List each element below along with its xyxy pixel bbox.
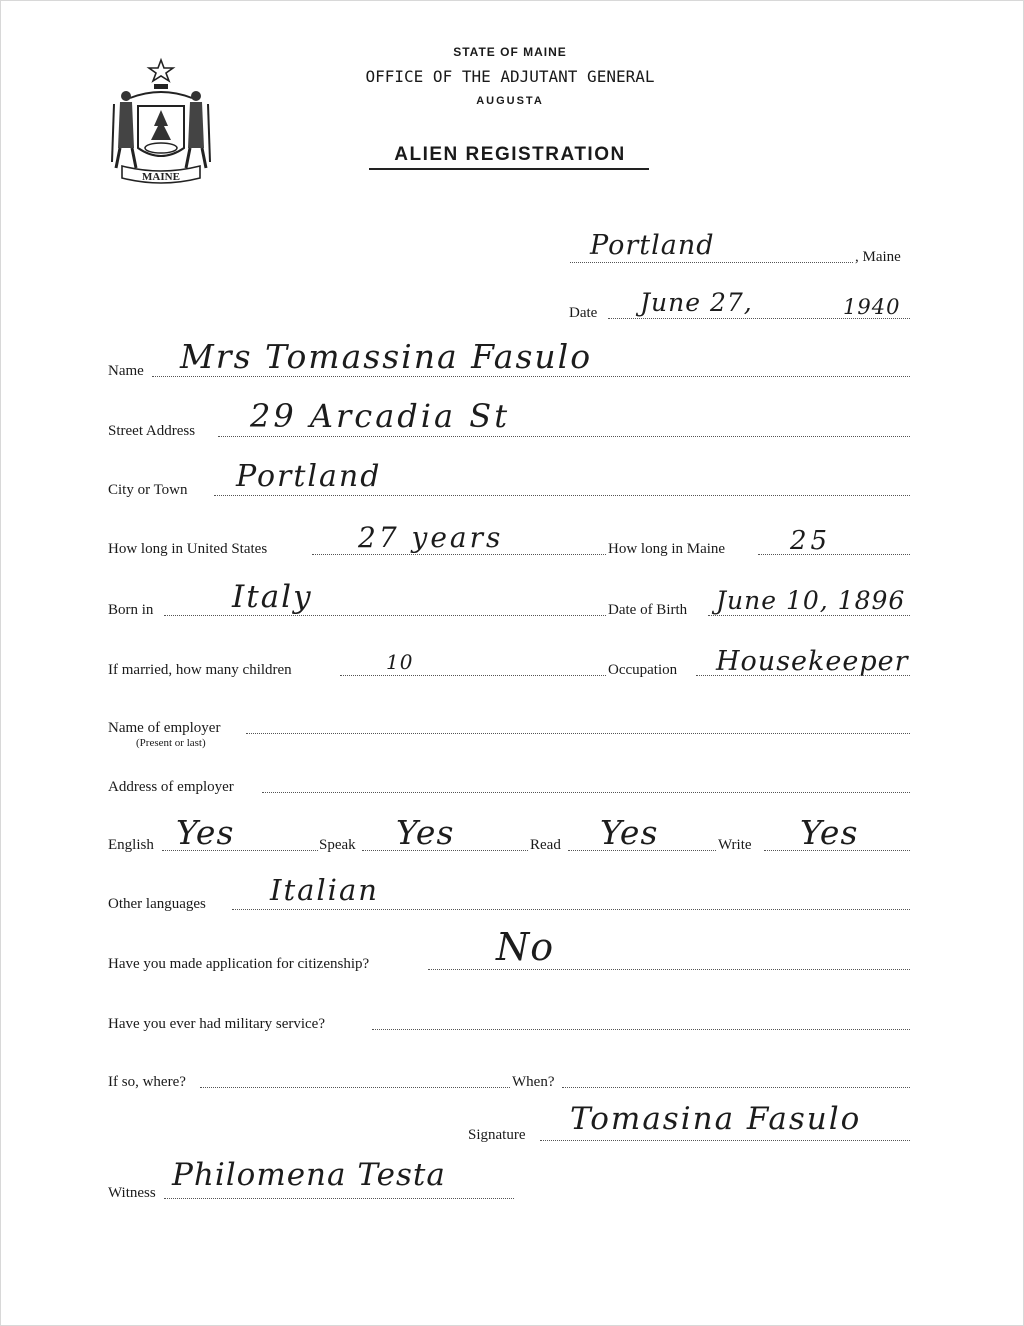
speak-label: Speak <box>319 837 356 853</box>
signature-dotted-line <box>540 1140 910 1141</box>
children-label: If married, how many children <box>108 662 292 678</box>
name-value: Mrs Tomassina Fasulo <box>180 337 593 376</box>
witness-dotted-line <box>164 1198 514 1199</box>
employer-dotted-line <box>246 733 910 734</box>
street-address-dotted-line <box>218 436 910 437</box>
citizenship-label: Have you made application for citizenship? <box>108 956 370 972</box>
speak-value: Yes <box>396 813 455 852</box>
header-state: STATE OF MAINE <box>453 45 567 59</box>
form-title: ALIEN REGISTRATION <box>394 144 626 165</box>
citizenship-dotted-line <box>428 969 910 970</box>
other-languages-label: Other languages <box>108 896 206 912</box>
street-address-value: 29 Arcadia St <box>250 397 511 435</box>
date-of-birth-value: June 10, 1896 <box>716 586 906 615</box>
where-dotted-line <box>200 1087 510 1088</box>
street-address-label: Street Address <box>108 423 196 439</box>
employer-address-label: Address of employer <box>108 779 234 795</box>
employer-sublabel: (Present or last) <box>136 737 206 749</box>
read-value: Yes <box>600 813 659 852</box>
town-value: Portland <box>590 230 715 261</box>
how-long-us-label: How long in United States <box>108 541 268 557</box>
date-month-day-value: June 27, <box>640 288 753 317</box>
town-suffix-label: , Maine <box>855 249 901 265</box>
date-year-value: 1940 <box>843 295 901 319</box>
witness-label: Witness <box>108 1185 156 1201</box>
english-value: Yes <box>176 813 235 852</box>
other-languages-dotted-line <box>232 909 910 910</box>
how-long-maine-dotted-line <box>758 554 910 555</box>
citizenship-value: No <box>496 925 555 969</box>
witness-value: Philomena Testa <box>172 1157 446 1193</box>
occupation-label: Occupation <box>608 662 678 678</box>
children-dotted-line <box>340 675 606 676</box>
how-long-maine-label: How long in Maine <box>608 541 726 557</box>
how-long-us-value: 27 years <box>358 521 504 554</box>
born-in-dotted-line <box>164 615 606 616</box>
born-in-label: Born in <box>108 602 154 618</box>
maine-state-seal-icon <box>108 52 214 188</box>
how-long-us-dotted-line <box>312 554 606 555</box>
date-of-birth-label: Date of Birth <box>608 602 688 618</box>
children-value: 10 <box>386 650 414 674</box>
title-underline <box>369 168 649 170</box>
name-label: Name <box>108 363 144 379</box>
header-city: AUGUSTA <box>476 95 544 107</box>
employer-label: Name of employer <box>108 720 221 736</box>
signature-value: Tomasina Fasulo <box>570 1101 862 1137</box>
employer-address-dotted-line <box>262 792 910 793</box>
military-label: Have you ever had military service? <box>108 1016 325 1032</box>
town-dotted-line <box>570 262 853 263</box>
born-in-value: Italy <box>232 579 313 615</box>
header-office: OFFICE OF THE ADJUTANT GENERAL <box>365 67 655 86</box>
how-long-maine-value: 25 <box>790 526 832 556</box>
military-dotted-line <box>372 1029 910 1030</box>
write-value: Yes <box>800 813 859 852</box>
date-of-birth-dotted-line <box>708 615 910 616</box>
when-label: When? <box>512 1074 555 1090</box>
english-label: English <box>108 837 154 853</box>
city-dotted-line <box>214 495 910 496</box>
read-label: Read <box>530 837 561 853</box>
occupation-value: Housekeeper <box>716 646 909 677</box>
where-label: If so, where? <box>108 1074 186 1090</box>
when-dotted-line <box>562 1087 910 1088</box>
signature-label: Signature <box>468 1127 526 1143</box>
name-dotted-line <box>152 376 910 377</box>
city-value: Portland <box>236 459 382 494</box>
city-label: City or Town <box>108 482 188 498</box>
svg-text:MAINE: MAINE <box>142 171 180 183</box>
date-label: Date <box>569 305 598 321</box>
other-languages-value: Italian <box>270 873 379 907</box>
write-label: Write <box>718 837 752 853</box>
